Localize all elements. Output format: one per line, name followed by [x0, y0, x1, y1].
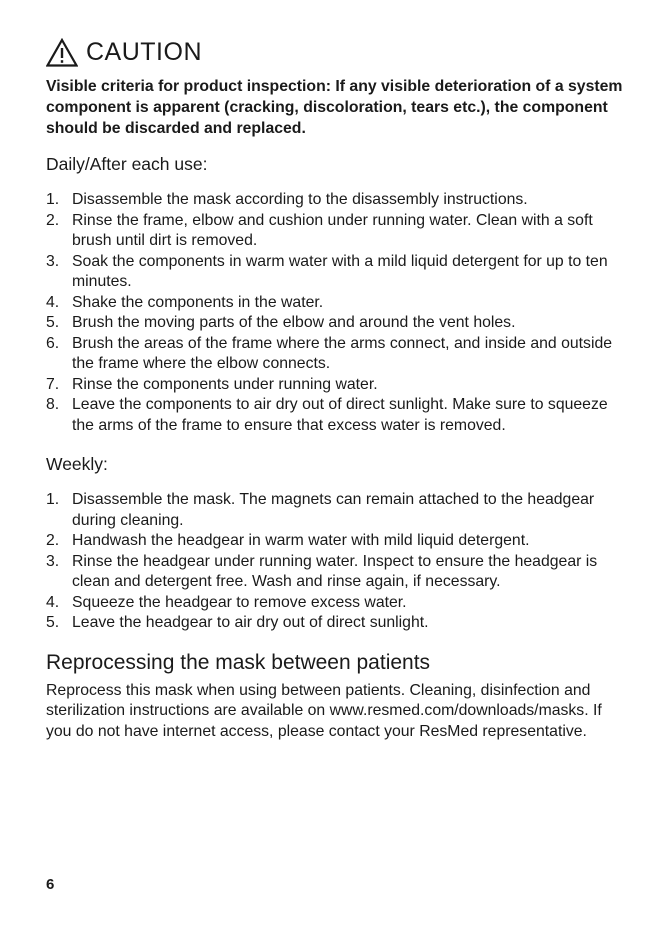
daily-heading: Daily/After each use:: [46, 154, 208, 174]
list-item: [46, 613, 626, 634]
step-number: 4.: [46, 293, 60, 311]
step-text: Leave the components to air dry out of direct sunlight. Make sure to squeeze the arms of the frame to ensure that excess water is removed.: [72, 396, 608, 434]
list-item: [46, 293, 626, 314]
step-number: 8.: [46, 396, 60, 413]
step-number: 1.: [46, 491, 60, 508]
list-item: [46, 211, 626, 252]
step-number: 2.: [46, 532, 60, 549]
list-item: [46, 593, 626, 614]
list-item: [46, 395, 626, 436]
step-text: Disassemble the mask according to the disassembly instructions.: [72, 191, 528, 208]
step-text: Brush the areas of the frame where the arms connect, and inside and outside the frame where the elbow connects.: [72, 334, 613, 372]
step-text: Squeeze the headgear to remove excess water.: [72, 593, 407, 611]
step-number: 7.: [46, 375, 60, 393]
page-number: 6: [46, 876, 55, 893]
caution-text: Visible criteria for product inspection: If any visible deterioration of a system component is apparent (cracking, discoloration, tears etc.), the component should be discarded and replaced.: [46, 78, 623, 137]
weekly-steps-list: [46, 490, 626, 634]
step-text: Rinse the components under running water.: [72, 375, 378, 393]
step-number: 2.: [46, 211, 60, 229]
step-number: 4.: [46, 593, 60, 611]
caution-header: [46, 34, 626, 70]
list-item: [46, 375, 626, 396]
list-item: [46, 313, 626, 334]
list-item: [46, 490, 626, 531]
step-number: 1.: [46, 191, 60, 208]
step-text: Brush the moving parts of the elbow and around the vent holes.: [72, 314, 516, 331]
step-text: Shake the components in the water.: [72, 293, 324, 311]
list-item: [46, 552, 626, 593]
warning-triangle-icon: [46, 38, 78, 67]
step-number: 5.: [46, 314, 60, 331]
step-number: 5.: [46, 614, 60, 631]
list-item: [46, 190, 626, 211]
reprocessing-text: Reprocess this mask when using between patients. Cleaning, disinfection and sterilization instructions are available on www.resmed.com/downloads/masks. If you do not have internet access, please contact your ResMed representative.: [46, 681, 602, 740]
step-text: Disassemble the mask. The magnets can remain attached to the headgear during cleaning.: [72, 491, 595, 529]
list-item: [46, 252, 626, 293]
step-text: Handwash the headgear in warm water with mild liquid detergent.: [72, 532, 530, 549]
step-text: Rinse the headgear under running water. Inspect to ensure the headgear is clean and detergent free. Wash and rinse again, if necessary.: [72, 552, 598, 590]
step-text: Soak the components in warm water with a mild liquid detergent for up to ten minutes.: [72, 252, 608, 290]
step-number: 3.: [46, 552, 60, 570]
list-item: [46, 531, 626, 552]
step-number: 6.: [46, 334, 60, 352]
step-number: 3.: [46, 252, 60, 270]
weekly-heading: Weekly:: [46, 454, 108, 474]
manual-page: [46, 34, 626, 742]
caution-title: CAUTION: [86, 37, 202, 66]
reprocessing-title: Reprocessing the mask between patients: [46, 650, 431, 674]
list-item: [46, 334, 626, 375]
step-text: Rinse the frame, elbow and cushion under running water. Clean with a soft brush until dirt is removed.: [72, 211, 593, 249]
step-text: Leave the headgear to air dry out of direct sunlight.: [72, 614, 429, 631]
daily-steps-list: [46, 190, 626, 436]
